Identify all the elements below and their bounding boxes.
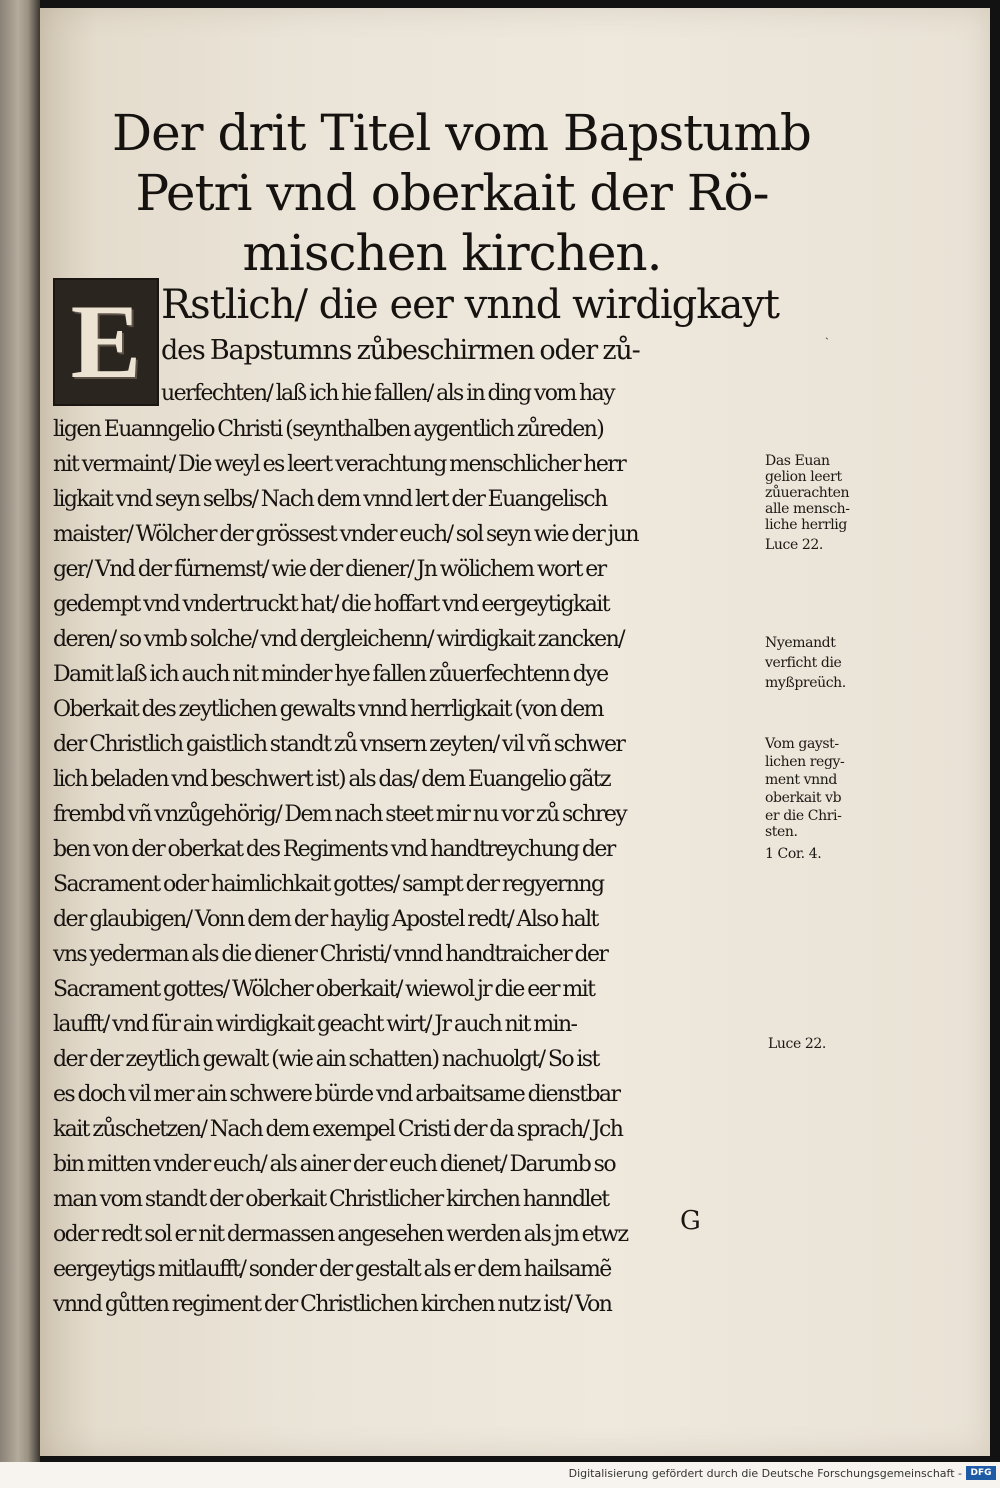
text-line: der Christlich gaistlich standt zů vnsern zeyten/ vil vñ schwer — [53, 732, 625, 757]
text-line: oder redt sol er nit dermassen angesehen werden als jm etwz — [53, 1222, 628, 1247]
margin-note — [765, 635, 846, 691]
margin-note-line: myßpreüch. — [765, 675, 846, 691]
text-line: Sacrament gottes/ Wölcher oberkait/ wiewol jr die eer mit — [53, 977, 595, 1002]
text-line: maister/ Wölcher der grössest vnder euch/ sol seyn wie der jun — [53, 522, 638, 547]
margin-note-line: zůuerachten — [765, 485, 850, 501]
initial-letter: E — [70, 283, 142, 400]
text-line: uerfechten/ laß ich hie fallen/ als in ding vom hay — [161, 381, 614, 406]
text-line: Damit laß ich auch nit minder hye fallen zůuerfechtenn dye — [53, 662, 608, 687]
margin-note — [765, 453, 850, 553]
margin-note-line: er die Chri- — [765, 808, 842, 824]
text-line: ger/ Vnd der fürnemst/ wie der diener/ Jn wölichem wort er — [53, 557, 606, 582]
text-line: ben von der oberkat des Regiments vnd handtreychung der — [53, 837, 615, 862]
footer-bar — [0, 1462, 1000, 1488]
margin-note — [765, 736, 844, 862]
text-line: man vom standt der oberkait Christlicher kirchen hanndlet — [53, 1187, 609, 1212]
margin-note-line: gelion leert — [765, 469, 842, 485]
catchword: G — [680, 1206, 701, 1236]
text-line: des Bapstumns zůbeschirmen oder zů- — [161, 335, 640, 366]
text-line: der der zeytlich gewalt (wie ain schatten) nachuolgt/ So ist — [53, 1047, 599, 1072]
text-line: vnnd gůtten regiment der Christlichen kirchen nutz ist/ Von — [53, 1292, 612, 1317]
margin-note-line: Nyemandt — [765, 635, 836, 651]
margin-note-line: Luce 22. — [768, 1036, 826, 1052]
text-line: ligen Euanngelio Christi (seynthalben aygentlich zůreden) — [53, 417, 604, 442]
title-line: Der drit Titel vom Bapstumb — [112, 104, 811, 162]
text-line: vns yederman als die diener Christi/ vnnd handtraicher der — [53, 942, 608, 967]
text-line: eergeytigs mitlaufft/ sonder der gestalt als er dem hailsamẽ — [53, 1257, 611, 1282]
text-line: es doch vil mer ain schwere bürde vnd arbaitsame dienstbar — [53, 1082, 620, 1107]
margin-mark: ˎ — [825, 326, 829, 340]
text-line: der glaubigen/ Vonn dem der haylig Apostel redt/ Also halt — [53, 907, 598, 932]
decorated-initial — [53, 278, 159, 406]
margin-note-line: Luce 22. — [765, 537, 823, 553]
margin-note-line: alle mensch- — [765, 501, 850, 517]
book-spine — [0, 0, 40, 1462]
margin-note-line: Das Euan — [765, 453, 830, 469]
margin-note-line: Vom gayst- — [765, 736, 839, 752]
footer-credit: Digitalisierung gefördert durch die Deutsche Forschungsgemeinschaft - — [568, 1467, 962, 1480]
text-line: deren/ so vmb solche/ vnd dergleichenn/ wirdigkait zancken/ — [53, 627, 624, 652]
margin-note-line: liche herrlig — [765, 517, 847, 533]
text-line: lich beladen vnd beschwert ist) als das/ dem Euangelio gãtz — [53, 767, 611, 792]
margin-note-line: sten. — [765, 824, 798, 840]
text-line: ligkait vnd seyn selbs/ Nach dem vnnd lert der Euangelisch — [53, 487, 607, 512]
margin-note-line: oberkait vb — [765, 790, 842, 806]
margin-note-line: ment vnnd — [765, 772, 837, 788]
text-line: Rstlich/ die eer vnnd wirdigkayt — [161, 282, 779, 328]
text-line: gedempt vnd vndertruckt hat/ die hoffart vnd eergeytigkait — [53, 592, 609, 617]
title-line: Petri vnd oberkait der Rö- — [135, 164, 769, 222]
text-line: kait zůschetzen/ Nach dem exempel Cristi der da sprach/ Jch — [53, 1117, 623, 1142]
text-line: Sacrament oder haimlichkait gottes/ sampt der regyernng — [53, 872, 604, 897]
text-line: frembd vñ vnzůgehörig/ Dem nach steet mir nu vor zů schrey — [53, 802, 627, 827]
text-line: bin mitten vnder euch/ als ainer der euch dienet/ Darumb so — [53, 1152, 615, 1177]
dfg-logo-icon: DFG — [966, 1466, 996, 1480]
title-line: mischen kirchen. — [242, 224, 662, 282]
book-page — [40, 8, 990, 1456]
margin-note-line: verficht die — [765, 655, 842, 671]
margin-note — [768, 1036, 826, 1052]
margin-note-line: 1 Cor. 4. — [765, 846, 822, 862]
chapter-title — [112, 103, 811, 283]
text-line: nit vermaint/ Die weyl es leert verachtung menschlicher herr — [53, 452, 626, 477]
text-line: laufft/ vnd für ain wirdigkait geacht wirt/ Jr auch nit min- — [53, 1012, 577, 1037]
margin-note-line: lichen regy- — [765, 754, 845, 770]
text-line: Oberkait des zeytlichen gewalts vnnd herrligkait (von dem — [53, 697, 603, 722]
